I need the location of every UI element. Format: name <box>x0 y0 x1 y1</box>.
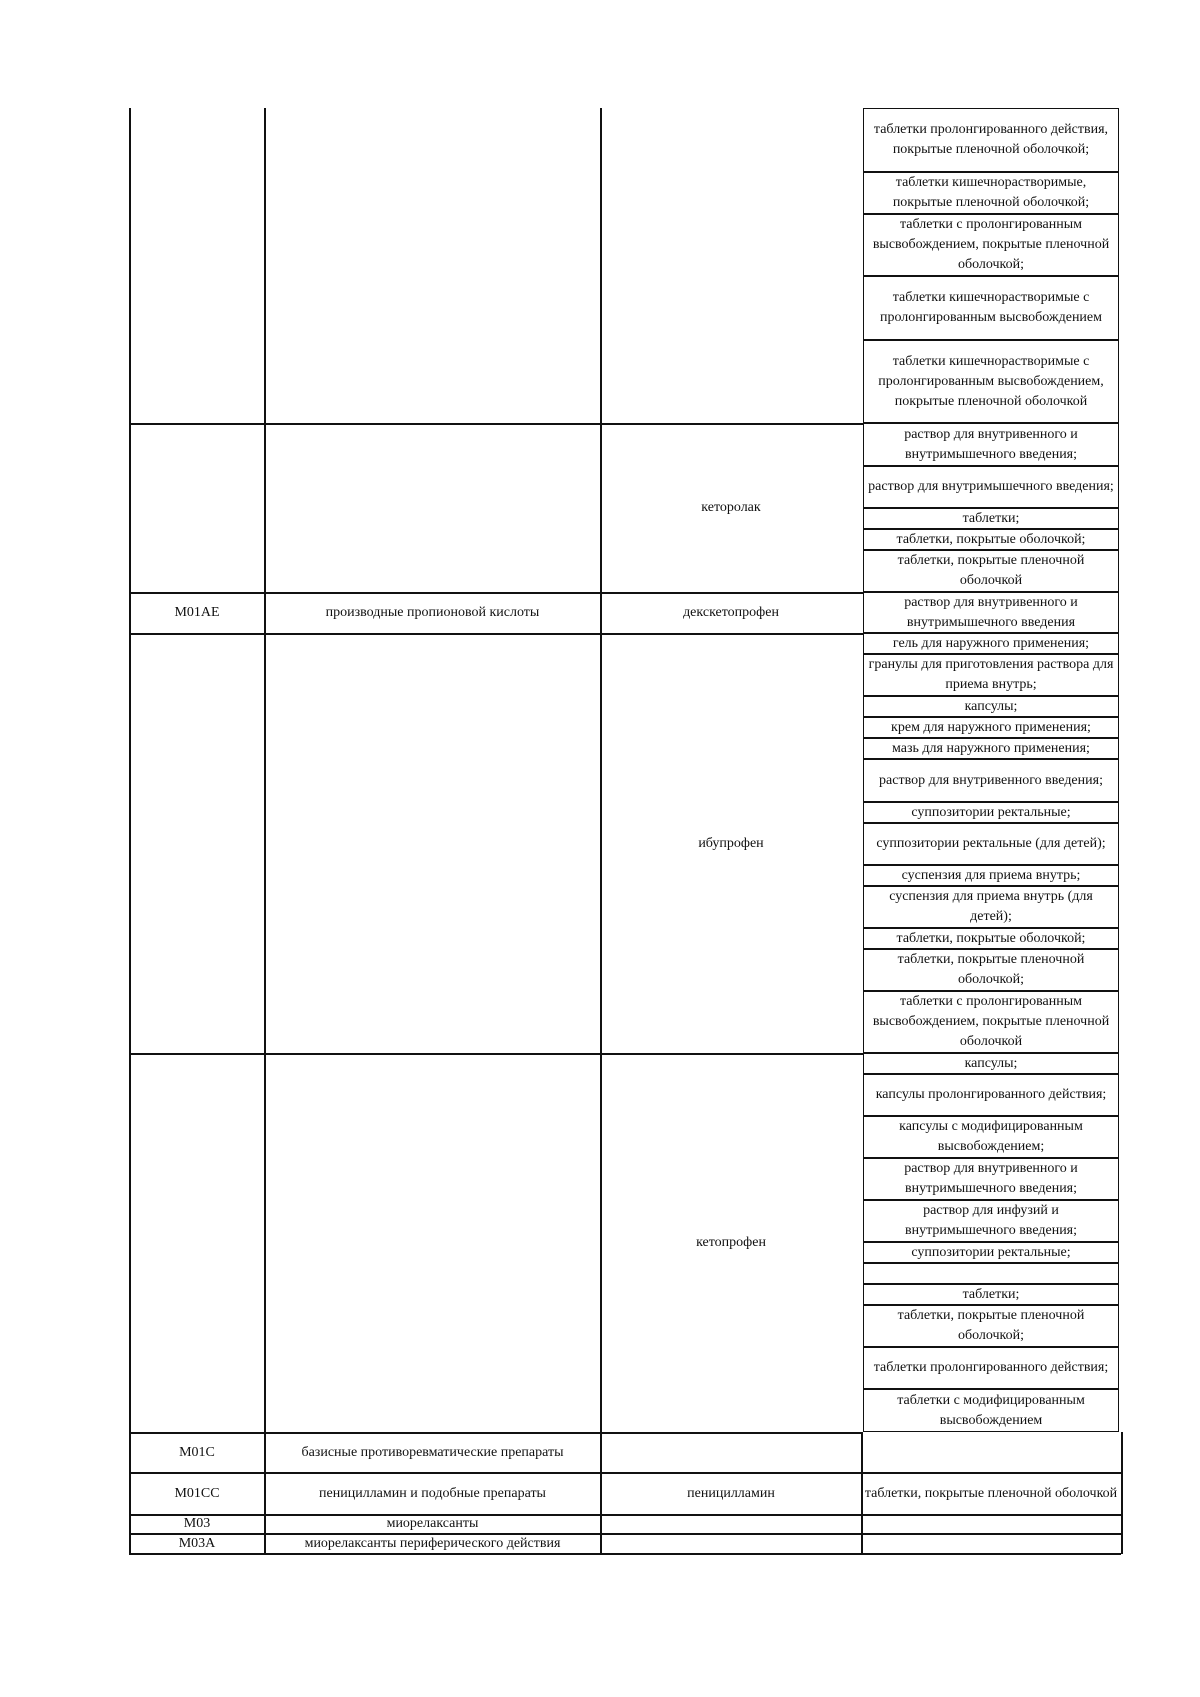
dosage-form: раствор для внутривенного и внутримышечного введения; <box>863 423 1119 466</box>
dosage-form: крем для наружного применения; <box>863 717 1119 738</box>
atc-code: М01АЕ <box>174 605 220 620</box>
dosage-form: таблетки; <box>863 508 1119 529</box>
atc-code: М01С <box>179 1444 215 1460</box>
dosage-form: раствор для внутримышечного введения; <box>863 466 1119 508</box>
dosage-form: таблетки с пролонгированным высвобождением, покрытые пленочной оболочкой <box>863 991 1119 1053</box>
dosage-form: таблетки, покрытые оболочкой; <box>863 529 1119 550</box>
dosage-form: таблетки пролонгированного действия, покрытые пленочной оболочкой; <box>863 108 1119 172</box>
dosage-form: мазь для наружного применения; <box>863 738 1119 759</box>
dosage-form: таблетки пролонгированного действия; <box>863 1347 1119 1389</box>
dosage-form: раствор для инфузий и внутримышечного введения; <box>863 1200 1119 1242</box>
drug-name: ибупрофен <box>698 835 764 851</box>
dosage-form: суспензия для приема внутрь (для детей); <box>863 886 1119 928</box>
dosage-form: суппозитории ректальные; <box>863 1242 1119 1263</box>
dosage-form: таблетки, покрытые пленочной оболочкой; <box>863 1305 1119 1347</box>
drug-name: кетопрофен <box>696 1235 766 1250</box>
dosage-form: раствор для внутривенного и внутримышечного введения; <box>863 1158 1119 1200</box>
dosage-form: таблетки кишечнорастворимые с пролонгированным высвобождением, покрытые пленочной оболочкой <box>863 340 1119 423</box>
column-divider-1 <box>264 108 266 1554</box>
dosage-form: таблетки с пролонгированным высвобождением, покрытые пленочной оболочкой; <box>863 214 1119 276</box>
drug-name: кеторолак <box>701 500 761 515</box>
group-name: миорелаксанты периферического действия <box>304 1535 561 1551</box>
atc-code: М03А <box>178 1535 216 1551</box>
table-right-border <box>1121 1432 1123 1554</box>
dosage-form: таблетки; <box>863 1284 1119 1305</box>
atc-code: М01СС <box>174 1485 220 1501</box>
dosage-form: таблетки, покрытые пленочной оболочкой <box>864 1485 1118 1501</box>
dosage-form: капсулы с модифицированным высвобождением; <box>863 1116 1119 1158</box>
drug-name: декскетопрофен <box>683 605 779 620</box>
dosage-form: капсулы; <box>863 696 1119 717</box>
dosage-form: раствор для внутривенного и внутримышечного введения <box>863 592 1119 633</box>
dosage-form: таблетки, покрытые пленочной оболочкой <box>863 550 1119 592</box>
dosage-form: гель для наружного применения; <box>863 633 1119 654</box>
dosage-form: капсулы; <box>863 1053 1119 1074</box>
dosage-form <box>863 1263 1119 1284</box>
drug-name: пеницилламин <box>687 1485 775 1501</box>
atc-code: М03 <box>183 1516 211 1531</box>
dosage-form: суппозитории ректальные (для детей); <box>863 823 1119 865</box>
dosage-form: таблетки, покрытые пленочной оболочкой; <box>863 949 1119 991</box>
table-left-border <box>129 108 131 1554</box>
dosage-form: гранулы для приготовления раствора для приема внутрь; <box>863 654 1119 696</box>
dosage-form: таблетки с модифицированным высвобождением <box>863 1389 1119 1432</box>
group-name: пеницилламин и подобные препараты <box>319 1485 546 1501</box>
dosage-form: капсулы пролонгированного действия; <box>863 1074 1119 1116</box>
dosage-form: таблетки кишечнорастворимые, покрытые пленочной оболочкой; <box>863 172 1119 214</box>
dosage-form: суспензия для приема внутрь; <box>863 865 1119 886</box>
dosage-form: раствор для внутривенного введения; <box>863 759 1119 802</box>
dosage-form: суппозитории ректальные; <box>863 802 1119 823</box>
group-name: миорелаксанты <box>386 1516 479 1531</box>
dosage-form: таблетки кишечнорастворимые с пролонгированным высвобождением <box>863 276 1119 340</box>
dosage-form: таблетки, покрытые оболочкой; <box>863 928 1119 949</box>
table-bottom-border <box>129 1553 1121 1555</box>
group-name: производные пропионовой кислоты <box>325 605 540 620</box>
group-name: базисные противоревматические препараты <box>301 1444 564 1460</box>
